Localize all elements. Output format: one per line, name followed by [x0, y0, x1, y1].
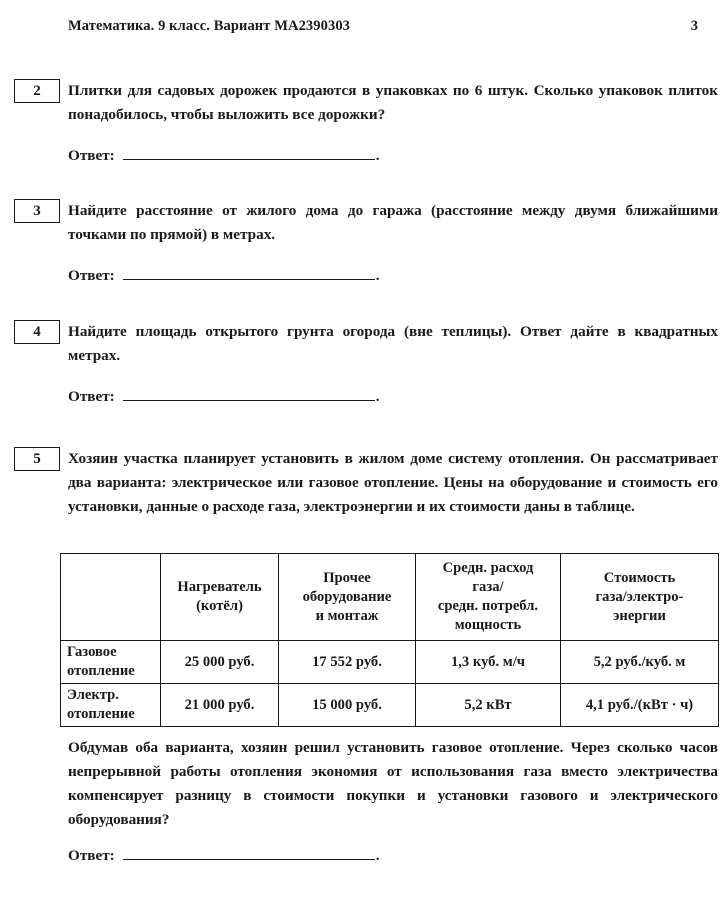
row-label-gas [61, 641, 161, 684]
task-text-5: Хозяин участка планирует установить в жилом доме систему отопления. Он рассматривает два варианта: электрическое или газовое отопление. Цены на оборудование и стоимость его установки, данные о расходе газа, электроэнергии и их стоимости даны в таблице. [68, 450, 718, 515]
table-row [61, 684, 719, 727]
row-label-line: Газовое [67, 644, 117, 660]
answer-blank-5[interactable] [123, 845, 375, 860]
answer-label: Ответ: [68, 267, 115, 284]
table-header-heater [161, 554, 279, 641]
task-number-5: 5 [14, 447, 60, 471]
cell-electric-cost: 4,1 руб./(кВт · ч) [561, 684, 719, 727]
page-header [0, 18, 720, 40]
task-text-5-closing: Обдумав оба варианта, хозяин решил установить газовое отопление. Через сколько часов непрерывной работы отопления экономия от использования газа вместо электричества компенсирует разницу в стоимости покупки и установки газового и электрического оборудования? [68, 739, 718, 828]
header-line: Средн. расход [442, 560, 534, 576]
heating-comparison-table [60, 553, 719, 727]
row-label-line: отопление [67, 706, 135, 722]
task-number-4: 4 [14, 320, 60, 344]
header-line: мощность [454, 617, 522, 633]
header-line: Прочее [323, 569, 371, 586]
task-body-3 [68, 199, 718, 247]
answer-label: Ответ: [68, 147, 115, 164]
task-text-2: Плитки для садовых дорожек продаются в упаковках по 6 штук. Сколько упаковок плиток понадобилось, чтобы выложить все дорожки? [68, 82, 718, 123]
cell-gas-equipment: 17 552 руб. [279, 641, 416, 684]
header-line: газа/ [472, 579, 504, 595]
table-header-consumption [416, 554, 561, 641]
answer-row-3 [68, 265, 380, 285]
answer-blank-3[interactable] [123, 265, 375, 280]
table-row [61, 641, 719, 684]
task-body-5 [68, 447, 718, 519]
task-body-4 [68, 320, 718, 368]
task-number-3: 3 [14, 199, 60, 223]
heating-comparison-table-wrapper [60, 553, 718, 727]
page-number: 3 [690, 18, 698, 34]
answer-row-2 [68, 145, 380, 165]
answer-period: . [375, 267, 380, 284]
answer-row-5 [68, 845, 380, 865]
row-label-line: отопление [67, 663, 135, 679]
answer-label: Ответ: [68, 847, 115, 864]
table-header-equipment [279, 554, 416, 641]
answer-period: . [375, 847, 380, 864]
header-line: Стоимость [603, 569, 676, 586]
cell-gas-cost: 5,2 руб./куб. м [561, 641, 719, 684]
header-line: энергии [613, 607, 666, 624]
header-title: Математика. 9 класс. Вариант МА2390303 [68, 18, 351, 34]
answer-blank-4[interactable] [123, 386, 375, 401]
table-header-cost [561, 554, 719, 641]
cell-electric-equipment: 15 000 руб. [279, 684, 416, 727]
cell-gas-consumption: 1,3 куб. м/ч [416, 641, 561, 684]
cell-electric-heater: 21 000 руб. [161, 684, 279, 727]
cell-gas-heater: 25 000 руб. [161, 641, 279, 684]
table-header-row [61, 554, 719, 641]
row-label-electric [61, 684, 161, 727]
row-label-line: Электр. [67, 687, 119, 703]
table-header-corner [61, 554, 161, 641]
answer-blank-2[interactable] [123, 145, 375, 160]
answer-period: . [375, 147, 380, 164]
header-line: оборудование [302, 588, 392, 605]
task-text-4: Найдите площадь открытого грунта огорода (вне теплицы). Ответ дайте в квадратных метрах. [68, 323, 718, 364]
header-line: (котёл) [196, 598, 243, 614]
task-text-3: Найдите расстояние от жилого дома до гаража (расстояние между двумя ближайшими точками по прямой) в метрах. [68, 202, 718, 243]
header-line: средн. потребл. [437, 598, 539, 614]
task-number-2: 2 [14, 79, 60, 103]
header-line: Нагреватель [177, 579, 262, 595]
answer-row-4 [68, 386, 380, 406]
header-line: газа/электро- [595, 588, 684, 605]
header-line: и монтаж [315, 607, 379, 624]
cell-electric-consumption: 5,2 кВт [416, 684, 561, 727]
answer-period: . [375, 388, 380, 405]
task-body-2 [68, 79, 718, 127]
answer-label: Ответ: [68, 388, 115, 405]
task-body-5-closing [68, 736, 718, 832]
